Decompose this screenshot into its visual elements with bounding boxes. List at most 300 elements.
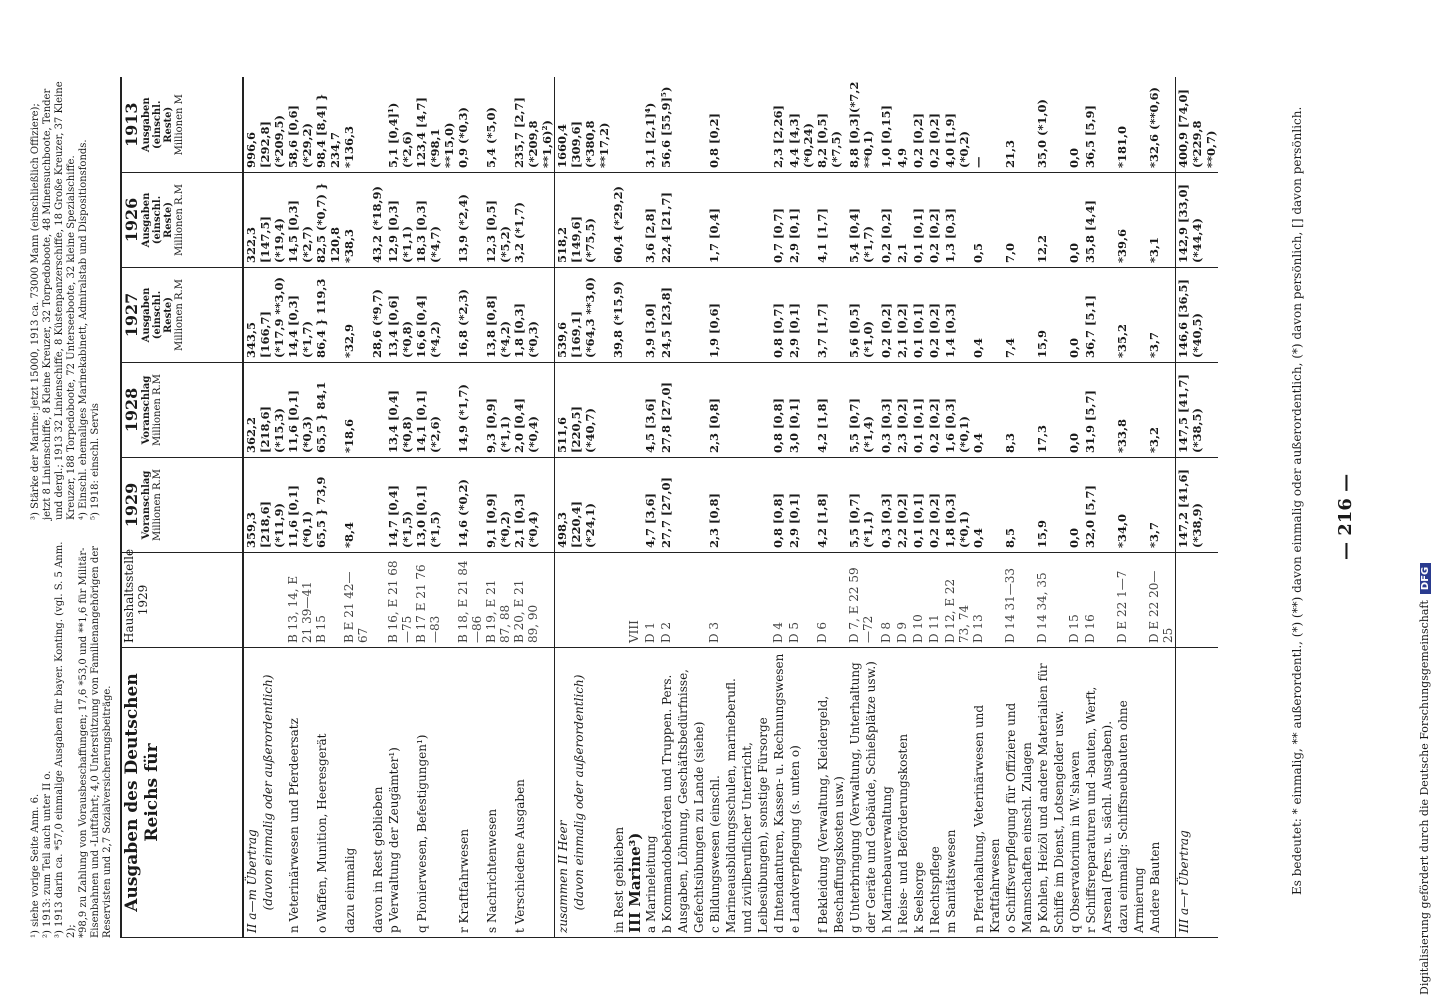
row-label: p Kohlen, Heizöl und andere Materialien für Schiffe im Dienst, Lotsengelder usw. [1036, 663, 1066, 933]
row-value: 14,5 [0,3] (*2,7) [286, 173, 314, 268]
row-label: III Marine³) [626, 832, 644, 933]
row-label-cell [286, 648, 314, 938]
row-value: 1,0 [0,15] [879, 78, 895, 173]
row-value: 0,5 [971, 173, 1003, 268]
row-value [370, 78, 386, 173]
row-value: 28,6 (*9,7) [370, 268, 386, 363]
row-value: 0,0 [1067, 173, 1083, 268]
row-value: *32,9 [342, 268, 370, 363]
row-haushalt: D 14 31—33 [1003, 553, 1035, 648]
footnote: ⁴) Einschl. ehemaliges Marinekabinett, Admiralstab und Dispositionsfonds. [78, 139, 89, 520]
year-unit: Millionen R.M [174, 279, 185, 351]
header-haushalt: Haushaltsstelle 1929 [122, 548, 150, 643]
row-value: 539,6 [169,1] (*64,3 **3,0) [555, 268, 612, 363]
table-row [895, 78, 911, 938]
row-label: n Veterinärwesen und Pferdeersatz [287, 718, 301, 933]
year-label: 1913 [122, 102, 141, 148]
row-label-cell [1067, 648, 1083, 938]
row-value: *34,0 [1115, 458, 1147, 553]
row-value: 400,9 [74,0] (*229,8 **0,7) [1176, 78, 1219, 173]
row-haushalt: D 9 [895, 553, 911, 648]
row-label-cell [847, 648, 879, 938]
row-value: 362,2 [218,6] (*15,3) [243, 363, 286, 458]
table-row [943, 78, 971, 938]
table-row [370, 78, 386, 938]
row-value: 15,9 [1035, 268, 1067, 363]
row-label-cell [787, 648, 815, 938]
row-value: 32,0 [5,7] [1083, 458, 1115, 553]
row-value: 146,6 [36,5] (*40,5) [1176, 268, 1219, 363]
table-body [243, 78, 1218, 938]
row-label: a Marineleitung [644, 835, 658, 933]
row-value: *3,7 [1147, 268, 1176, 363]
year-kind: Ausgaben (einschl. Reste) [141, 97, 174, 153]
row-value: 14,4 [0,3] (*1,7) [286, 268, 314, 363]
row-label: s Nachrichtenwesen [485, 808, 499, 933]
row-value: 16,8 (*2,3) [456, 268, 484, 363]
year-label: 1927 [122, 292, 141, 338]
row-label-cell [386, 648, 414, 938]
row-label-cell [243, 648, 286, 938]
row-haushalt: D E 22 20—25 [1147, 553, 1176, 648]
year-kind: Voranschlag [141, 470, 152, 540]
digitization-note [1418, 563, 1431, 995]
row-value [370, 363, 386, 458]
row-haushalt: D 11 [927, 553, 943, 648]
row-value: 15,9 [1035, 458, 1067, 553]
row-label: r Schiffsreparaturen und -bauten, Werft, Arsenal (Pers. u. sächl. Ausgaben). [1084, 686, 1114, 933]
row-value: 2,3 [2,26] [771, 78, 787, 173]
year-label: 1926 [122, 197, 141, 243]
row-value: *8,4 [342, 458, 370, 553]
row-label: f Bekleidung (Verwaltung, Kleidergeld, Beschaffungskosten usw.) [816, 695, 846, 933]
row-value: 4,2 [1,8] [815, 363, 847, 458]
row-value: 2,3 [0,8] [707, 458, 771, 553]
row-label-cell [414, 648, 456, 938]
row-value: 13,0 [0,1](*1,5) [414, 458, 456, 553]
row-value: 2,9 [0,1] [787, 458, 815, 553]
row-value: 17,3 [1035, 363, 1067, 458]
row-value: 13,9 (*2,4) [456, 173, 484, 268]
row-value: 322,3 [147,5] (*19,4) [243, 173, 286, 268]
year-kind: Ausgaben (einschl. Reste) [141, 192, 174, 248]
table-row [611, 78, 627, 938]
row-value: *3,2 [1147, 363, 1176, 458]
footnote: ⁵) 1918: einschl. Servis [90, 403, 101, 520]
row-label: n Pferdehaltung, Veterinärwesen und Kraftfahrwesen [972, 704, 1002, 933]
year-header-0 [121, 458, 243, 553]
row-value: 14,1 [0,1] (*2,6) [414, 363, 456, 458]
row-value: 5,6 [0,5](*1,0) [847, 268, 879, 363]
row-value: 11,6 [0,1](*0,1) [286, 458, 314, 553]
row-label-cell [927, 648, 943, 938]
table-row [659, 78, 707, 938]
row-value: 14,6 (*0,2) [456, 458, 484, 553]
table-row [1115, 78, 1147, 938]
row-value: 1,7 [0,4] [707, 173, 771, 268]
table-row [386, 78, 414, 938]
row-label: c Bildungswesen (einschl. Marineausbildungsschulen, marineberufl. und zivilberuflicher Unterricht, Leibesübungen), sonstige Fürsorge [708, 678, 770, 933]
table-row [1067, 78, 1083, 938]
row-haushalt [555, 553, 612, 648]
row-value: 43,2 (*18,9) [370, 173, 386, 268]
row-label-cell [815, 648, 847, 938]
row-value: 98,4 [8,4] } 234,7 [314, 78, 342, 173]
table-row [927, 78, 943, 938]
header-haushalt-cell [121, 548, 243, 648]
table-row [707, 78, 771, 938]
table-row [286, 78, 314, 938]
row-label-cell [771, 648, 787, 938]
row-value: 1,6 [0,3](*0,1) [943, 363, 971, 458]
row-label: g Unterbringung (Verwaltung, Unterhaltung der Geräte und Gebäude, Schießplätze usw.) [848, 661, 878, 933]
row-haushalt: D 7, E 22 59—72 [847, 553, 879, 648]
row-value: 0,2 [0,2] [927, 173, 943, 268]
row-value: 4,4 [4,3](*0,24) [787, 78, 815, 173]
row-value: 511,6 [220,5] (*40,7) [555, 363, 612, 458]
row-label-cell [342, 648, 370, 938]
row-label: dazu einmalig: Schiffsneubauten ohne Armierung [1116, 700, 1146, 933]
row-label-cell [512, 648, 555, 938]
row-value: 0,0 [1067, 363, 1083, 458]
row-haushalt: D 13 [971, 553, 1003, 648]
footnote: ²) 1913: zum Teil auch unter II o. [42, 770, 53, 938]
row-value: 3,0 [0,1] [787, 363, 815, 458]
row-label: k Seelsorge [912, 861, 926, 933]
row-value [370, 458, 386, 553]
row-value: 0,4 [971, 458, 1003, 553]
row-haushalt: B 17 E 21 76—83 [414, 553, 456, 648]
row-label-cell [895, 648, 911, 938]
table-row [512, 78, 555, 938]
row-value: 0,2 [0,2] [927, 458, 943, 553]
row-value: *181,0 [1115, 78, 1147, 173]
row-value: 0,8 [0,7] [771, 268, 787, 363]
row-sublabel: (davon einmalig oder außerordentlich) [261, 674, 275, 911]
row-value: 2,0 [0,4] (*0,4) [512, 363, 555, 458]
row-value: — [971, 78, 1003, 173]
legend: Es bedeutet: * einmalig, ** außerordentl., (*) (**) davon einmalig oder außerordentlich, (*) davon persönlich, [] davon persönlich. [1290, 106, 1304, 895]
row-label: m Sanitätswesen [944, 829, 958, 933]
row-value: 0,1 [0,1] [911, 458, 927, 553]
row-value: 27,7 [27,0] [659, 458, 707, 553]
row-value: 0,0 [1067, 78, 1083, 173]
year-header-3 [121, 173, 243, 268]
table-row [879, 78, 895, 938]
row-value [611, 78, 627, 173]
table-row [456, 78, 484, 938]
row-label-cell [611, 648, 627, 938]
row-value: 0,8 [0,8] [771, 458, 787, 553]
year-kind: Voranschlag [141, 375, 152, 445]
row-value: 16,6 [0,4] (*4,2) [414, 268, 456, 363]
table-row [627, 78, 643, 938]
row-value: 142,9 [33,0] (*44,4) [1176, 173, 1219, 268]
table-row [314, 78, 342, 938]
row-label-cell [1147, 648, 1176, 938]
year-unit: Millionen M [174, 94, 185, 156]
row-value: *32,6 (**0,6) [1147, 78, 1176, 173]
row-label-cell [555, 648, 612, 938]
row-label: t Verschiedene Ausgaben [513, 779, 527, 933]
row-value: 86,4 } 119,3 [314, 268, 342, 363]
table-row [1035, 78, 1067, 938]
row-value [627, 173, 643, 268]
row-value: 2,1 [0,3](*0,4) [512, 458, 555, 553]
row-value: 1,8 [0,3](*0,1) [943, 458, 971, 553]
row-value: *3,1 [1147, 173, 1176, 268]
row-label: q Pionierwesen, Befestigungen¹) [415, 734, 429, 933]
table-row [1083, 78, 1115, 938]
row-label: o Waffen, Munition, Heeresgerät [315, 733, 329, 933]
row-value: 8,3 [1003, 363, 1035, 458]
row-value: 8,5 [1003, 458, 1035, 553]
row-label-cell [879, 648, 895, 938]
row-haushalt [243, 553, 286, 648]
row-value: 1,9 [0,6] [707, 268, 771, 363]
row-value: 82,5 (*0,7) } 120,8 [314, 173, 342, 268]
row-value: 8,2 [0,5](*7,5) [815, 78, 847, 173]
digitization-text: Digitalisierung gefördert durch die Deutsche Forschungsgemeinschaft [1418, 600, 1431, 995]
row-label-cell [484, 648, 512, 938]
row-value: 0,2 [0,2] [927, 78, 943, 173]
row-haushalt: D 3 [707, 553, 771, 648]
row-value: 147,2 [41,6] (*38,9) [1176, 458, 1219, 553]
year-unit: Millionen R.M [152, 374, 163, 446]
row-haushalt: B 16, E 21 68—75 [386, 553, 414, 648]
row-value: *39,6 [1115, 173, 1147, 268]
year-unit: Millionen R.M [152, 469, 163, 541]
table-row [787, 78, 815, 938]
row-value: 0,1 [0,1] [911, 363, 927, 458]
row-label: e Landverpflegung (s. unten o) [788, 745, 802, 933]
row-value: 0,2 [0,2] [927, 268, 943, 363]
row-value: 0,2 [0,2] [911, 78, 927, 173]
footnote: ³) Stärke der Marine: jetzt 15000, 1913 ca. 73000 Mann (einschließlich Offiziere); jetzt 8 Linienschiffe, 8 Kleine Kreuzer, 32 Torpedoboote, 48 Minensuchboote, Tender und dergl.; 1913 32 Linienschiffe, 8 Küstenpanzerschiffe, 18 Große Kreuzer, 37 Kleine Kreuzer, 188 Torpedoboote, 72 Unterseeboote, 32 kleine Spezialschiffe. [30, 81, 77, 520]
row-value: 3,9 [3,0] [643, 268, 659, 363]
row-label-cell [911, 648, 927, 938]
row-label: o Schiffsverpflegung für Offiziere und Mannschaften einschl. Zulagen [1004, 702, 1034, 933]
year-unit: Millionen R.M [174, 184, 185, 256]
row-label-cell [943, 648, 971, 938]
row-haushalt: D 15 [1067, 553, 1083, 648]
row-value: 14,9 (*1,7) [456, 363, 484, 458]
year-label: 1929 [122, 482, 141, 528]
row-label: q Observatorium in W.'shaven [1068, 751, 1082, 933]
row-value: 39,8 (*15,9) [611, 268, 627, 363]
row-value: 359,3 [218,6] (*11,9) [243, 458, 286, 553]
row-value: 0,4 [971, 363, 1003, 458]
footnote: ¹) siehe vorige Seite Anm. 6. [30, 793, 41, 938]
row-value: 12,3 [0,5] (*5,2) [484, 173, 512, 268]
row-label: davon in Rest geblieben [371, 786, 385, 933]
row-value: 518,2 [149,6] (*75,5) [555, 173, 612, 268]
row-value: 14,7 [0,4](*1,5) [386, 458, 414, 553]
row-value: 3,6 [2,8] [643, 173, 659, 268]
row-label-cell [456, 648, 484, 938]
row-haushalt: B 18, E 21 84—86 [456, 553, 484, 648]
row-value: 9,1 [0,9](*0,2) [484, 458, 512, 553]
row-label: d Intendanturen, Kassen- u. Rechnungswesen [772, 653, 786, 933]
row-value [627, 78, 643, 173]
row-value: 24,5 [23,8] [659, 268, 707, 363]
row-label-cell [314, 648, 342, 938]
year-kind: Ausgaben (einschl. Reste) [141, 287, 174, 343]
row-value: 36,5 [5,9] [1083, 78, 1115, 173]
row-haushalt [370, 553, 386, 648]
table-row [243, 78, 286, 938]
row-haushalt: D 12, E 22 73, 74 [943, 553, 971, 648]
row-value: 12,2 [1035, 173, 1067, 268]
row-value: 0,1 [0,1] [911, 268, 927, 363]
table-row [414, 78, 456, 938]
row-haushalt: B 15 [314, 553, 342, 648]
year-header-2 [121, 268, 243, 363]
row-value: 123,4 [4,7] (*98,1 **15,0) [414, 78, 456, 173]
row-label: r Kraftfahrwesen [457, 828, 471, 933]
row-value: *3,7 [1147, 458, 1176, 553]
row-value: *35,2 [1115, 268, 1147, 363]
row-value: 4,2 [1,8] [815, 458, 847, 553]
row-haushalt: VIII [627, 553, 643, 648]
page-number: — 216 — [1335, 473, 1356, 560]
row-value: *18,6 [342, 363, 370, 458]
row-haushalt: D 16 [1083, 553, 1115, 648]
row-haushalt: D E 22 1—7 [1115, 553, 1147, 648]
header-title: Ausgaben des Deutschen Reichs für [122, 673, 162, 912]
row-label: zusammen II Heer [556, 820, 570, 933]
row-haushalt: D 1 [643, 553, 659, 648]
table-row [771, 78, 787, 938]
row-label-cell [1176, 648, 1219, 938]
row-label-cell [1115, 648, 1147, 938]
row-value: 5,4 [0,4](*1,7) [847, 173, 879, 268]
row-value: 0,7 [0,7] [771, 173, 787, 268]
row-value: *38,3 [342, 173, 370, 268]
row-label-cell [627, 648, 643, 938]
row-value: 3,2 (*1,7) [512, 173, 555, 268]
row-value: 996,6 [292,8] (*209,5) [243, 78, 286, 173]
row-value: 7,0 [1003, 173, 1035, 268]
rotated-page [10, 50, 1390, 990]
row-value: 31,9 [5,7] [1083, 363, 1115, 458]
row-value: 5,5 [0,7](*1,4) [847, 363, 879, 458]
row-value: 35,8 [4,4] [1083, 173, 1115, 268]
row-haushalt: B E 21 42—67 [342, 553, 370, 648]
table-row [1147, 78, 1176, 938]
row-value: 27,8 [27,0] [659, 363, 707, 458]
row-value: 4,1 [1,7] [815, 173, 847, 268]
row-value: 3,7 [1,7] [815, 268, 847, 363]
row-value: 18,3 [0,3] (*4,7) [414, 173, 456, 268]
row-value: 0,8 [0,2] [707, 78, 771, 173]
row-label: III a—r Übertrag [1177, 830, 1191, 933]
row-value: 1,4 [0,3] [943, 268, 971, 363]
year-header-1 [121, 363, 243, 458]
row-value: 65,5 } 84,1 [314, 363, 342, 458]
row-value: 9,3 [0,9] (*1,1) [484, 363, 512, 458]
dfg-logo: DFG [1420, 563, 1431, 594]
row-value: 2,3 [0,2] [895, 363, 911, 458]
row-label: dazu einmalig [343, 847, 357, 933]
row-label-cell [1003, 648, 1035, 938]
row-value: *33,8 [1115, 363, 1147, 458]
row-value: 235,7 [2,7] (*209,8 **1,6)²) [512, 78, 555, 173]
row-value: 0,2 [0,2] [879, 268, 895, 363]
row-value: 13,8 [0,8] (*4,2) [484, 268, 512, 363]
row-value: 2,3 [0,8] [707, 363, 771, 458]
table-row [555, 78, 612, 938]
row-value: 5,1 [0,4]¹) (*2,6) [386, 78, 414, 173]
header-title-cell [121, 648, 243, 938]
row-haushalt: D 8 [879, 553, 895, 648]
table-row [643, 78, 659, 938]
row-value [611, 363, 627, 458]
row-label-cell [707, 648, 771, 938]
row-value: 2,9 [0,1] [787, 268, 815, 363]
row-value: 4,7 [3,6] [643, 458, 659, 553]
footnote: *98,9 zu Zahlung von Vorausbeschaffungen; 17,6 *53,0 und **1,6 für Militär-Eisenbahnen und -Luftfahrt; 4,0 Unterstützung von Familienangehörigen der Reservisten und 2,7 Sozialversicherungsbeiträge. [78, 545, 113, 938]
row-value: 58,6 [0,6] (*29,2) [286, 78, 314, 173]
row-haushalt: B 20, E 21 89, 90 [512, 553, 555, 648]
row-label-cell [1083, 648, 1115, 938]
row-haushalt: D 10 [911, 553, 927, 648]
footnote: ³) 1913 darin ca. *57,0 einmalige Ausgaben für bayer. Konting. (vgl. S. 5 Anm. 2); [54, 541, 77, 938]
row-haushalt [1176, 553, 1219, 648]
row-label-cell [370, 648, 386, 938]
footnotes-right [30, 80, 102, 520]
table-row [1176, 78, 1219, 938]
row-value: 1,8 [0,3] (*0,3) [512, 268, 555, 363]
row-value: *136,3 [342, 78, 370, 173]
row-value: 5,4 (*5,0) [484, 78, 512, 173]
row-value: 0,3 [0,3] [879, 363, 895, 458]
row-label: p Verwaltung der Zeugämter¹) [387, 747, 401, 933]
row-value: 0,0 [1067, 268, 1083, 363]
table-row [1003, 78, 1035, 938]
row-haushalt [611, 553, 627, 648]
row-value: 147,5 [41,7] (*38,5) [1176, 363, 1219, 458]
year-label: 1928 [122, 387, 141, 433]
table-header [121, 78, 243, 938]
year-header-4 [121, 78, 243, 173]
row-label-cell [659, 648, 707, 938]
row-value: 21,3 [1003, 78, 1035, 173]
table-row [971, 78, 1003, 938]
row-value: 0,3 [0,3] [879, 458, 895, 553]
row-value: 8,8 [0,3](*7,2 **0,1) [847, 78, 879, 173]
row-value: 36,7 [5,1] [1083, 268, 1115, 363]
row-value: 343,5 [166,7] (*17,9 **3,0) [243, 268, 286, 363]
row-value: 65,5 } 73,9 [314, 458, 342, 553]
row-value: 0,2 [0,2] [927, 363, 943, 458]
row-label-cell [971, 648, 1003, 938]
table-row [847, 78, 879, 938]
row-haushalt: D 5 [787, 553, 815, 648]
row-value [627, 458, 643, 553]
row-value [627, 268, 643, 363]
row-label: II a—m Übertrag [245, 829, 259, 933]
row-label: Andere Bauten [1148, 841, 1162, 933]
row-haushalt: D 14 34, 35 [1035, 553, 1067, 648]
row-value: 1660,4 [309,6] (*380,8 **17,2) [555, 78, 612, 173]
row-value: 35,0 (*1,0) [1035, 78, 1067, 173]
row-value: 0,0 [1067, 458, 1083, 553]
row-value: 1,3 [0,3] [943, 173, 971, 268]
row-value: 11,6 [0,1] (*0,3) [286, 363, 314, 458]
row-value: 12,9 [0,3] (*1,1) [386, 173, 414, 268]
row-value: 7,4 [1003, 268, 1035, 363]
